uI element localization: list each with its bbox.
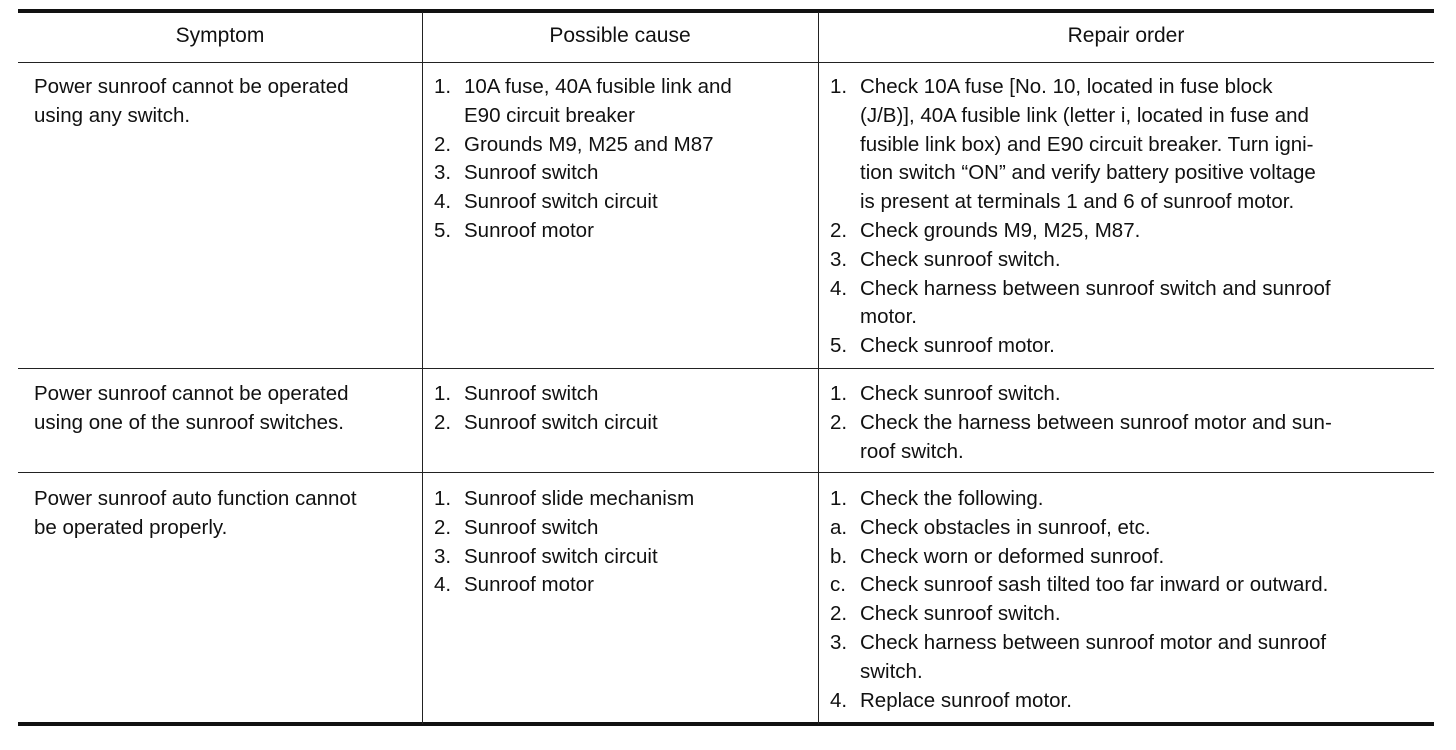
column-separator xyxy=(818,12,819,724)
symptom-line: using one of the sunroof switches. xyxy=(34,410,344,434)
header-symptom: Symptom xyxy=(175,24,265,47)
item-text-line: switch. xyxy=(860,659,923,683)
cause-list xyxy=(434,380,814,438)
symptom-line: Power sunroof cannot be operated xyxy=(34,382,349,405)
repair-step xyxy=(830,571,1430,600)
item-text-line: fusible link box) and E90 circuit breaker. Turn igni- xyxy=(860,132,1314,156)
repair-step xyxy=(830,687,1430,716)
item-marker: 1. xyxy=(830,75,848,98)
header-possible-cause: Possible cause xyxy=(549,24,691,47)
item-text-line: Check worn or deformed sunroof. xyxy=(860,544,1165,568)
repair-step xyxy=(830,543,1430,572)
symptom-line: Power sunroof cannot be operated xyxy=(34,75,349,98)
row-separator xyxy=(18,368,1434,369)
item-text-line: Sunroof switch xyxy=(464,382,599,405)
cause-item xyxy=(434,159,814,188)
item-text-line: Sunroof switch circuit xyxy=(464,410,658,434)
item-text-line: Check sunroof switch. xyxy=(860,602,1061,626)
cause-item xyxy=(434,217,814,246)
repair-step xyxy=(830,600,1430,629)
item-marker: 3. xyxy=(434,161,452,185)
cause-item xyxy=(434,73,814,131)
symptom-cell xyxy=(34,380,349,438)
symptom-line: Power sunroof auto function cannot xyxy=(34,487,357,510)
possible-cause-cell xyxy=(434,485,814,600)
top-rule xyxy=(18,9,1434,13)
bottom-rule xyxy=(18,722,1434,726)
possible-cause-cell xyxy=(434,73,814,246)
cause-list xyxy=(434,485,814,600)
cause-item xyxy=(434,131,814,160)
repair-step-list xyxy=(830,380,1430,466)
item-text-line: Sunroof motor xyxy=(464,573,594,597)
cause-item xyxy=(434,188,814,217)
cause-item xyxy=(434,543,814,572)
item-text-line: Sunroof switch circuit xyxy=(464,190,658,214)
item-text-line: Check obstacles in sunroof, etc. xyxy=(860,515,1151,539)
repair-step xyxy=(830,217,1430,246)
cause-item xyxy=(434,380,814,409)
item-text-line: Check sunroof switch. xyxy=(860,382,1061,405)
item-marker: 2. xyxy=(434,132,452,156)
repair-step xyxy=(830,380,1430,409)
repair-order-cell xyxy=(830,73,1430,361)
repair-step xyxy=(830,332,1430,361)
symptom-cell xyxy=(34,485,357,543)
item-marker: 4. xyxy=(434,573,452,597)
item-text-line: 10A fuse, 40A fusible link and xyxy=(464,75,732,98)
item-text-line: is present at terminals 1 and 6 of sunroof motor. xyxy=(860,190,1295,214)
item-text-line: roof switch. xyxy=(860,439,964,463)
item-marker: 2. xyxy=(434,515,452,539)
item-text-line: Sunroof switch circuit xyxy=(464,544,658,568)
header-separator xyxy=(18,62,1434,63)
item-marker: 3. xyxy=(830,630,848,654)
repair-step-list xyxy=(830,73,1430,361)
item-marker: 4. xyxy=(830,688,848,712)
symptom-line: using any switch. xyxy=(34,103,191,127)
item-marker: 4. xyxy=(434,190,452,214)
item-text-line: Check the harness between sunroof motor and sun- xyxy=(860,410,1332,434)
item-text-line: Check sunroof sash tilted too far inward or outward. xyxy=(860,573,1329,597)
item-marker: 2. xyxy=(434,410,452,434)
item-text-line: Sunroof switch xyxy=(464,161,599,185)
symptom-cell xyxy=(34,73,349,131)
item-marker: c. xyxy=(830,573,846,597)
header-repair-order: Repair order xyxy=(1067,24,1185,47)
item-text-line: Sunroof motor xyxy=(464,218,594,242)
repair-step xyxy=(830,275,1430,333)
item-marker: 1. xyxy=(830,382,848,405)
item-text-line: (J/B)], 40A fusible link (letter i, located in fuse and xyxy=(860,103,1309,127)
item-text-line: Check grounds M9, M25, M87. xyxy=(860,218,1141,242)
item-marker: 4. xyxy=(830,276,848,300)
item-marker: a. xyxy=(830,515,848,539)
item-marker: 5. xyxy=(830,334,848,358)
possible-cause-cell xyxy=(434,380,814,438)
item-marker: 2. xyxy=(830,410,848,434)
repair-step-list xyxy=(830,485,1430,715)
repair-step xyxy=(830,514,1430,543)
item-marker: 5. xyxy=(434,218,452,242)
item-text-line: Replace sunroof motor. xyxy=(860,688,1072,712)
item-marker: 1. xyxy=(434,487,452,510)
repair-step xyxy=(830,246,1430,275)
repair-step xyxy=(830,629,1430,687)
cause-item xyxy=(434,485,814,514)
cause-item xyxy=(434,409,814,438)
repair-step xyxy=(830,409,1430,467)
item-text-line: Check harness between sunroof motor and sunroof xyxy=(860,630,1327,654)
item-text-line: Sunroof slide mechanism xyxy=(464,487,695,510)
item-text-line: Grounds M9, M25 and M87 xyxy=(464,132,714,156)
repair-step xyxy=(830,73,1430,217)
item-text-line: Sunroof switch xyxy=(464,515,599,539)
item-marker: 1. xyxy=(830,487,848,510)
repair-order-cell xyxy=(830,485,1430,715)
item-text-line: motor. xyxy=(860,305,917,329)
item-marker: 3. xyxy=(434,544,452,568)
item-marker: 1. xyxy=(434,382,452,405)
item-text-line: Check the following. xyxy=(860,487,1044,510)
column-separator xyxy=(422,12,423,724)
cause-item xyxy=(434,514,814,543)
repair-order-cell xyxy=(830,380,1430,466)
symptom-line: be operated properly. xyxy=(34,515,228,539)
item-text-line: Check 10A fuse [No. 10, located in fuse block xyxy=(860,75,1273,98)
item-marker: b. xyxy=(830,544,848,568)
item-text-line: tion switch “ON” and verify battery positive voltage xyxy=(860,161,1316,185)
cause-list xyxy=(434,73,814,246)
item-marker: 1. xyxy=(434,75,452,98)
item-text-line: Check sunroof switch. xyxy=(860,247,1061,271)
cause-item xyxy=(434,571,814,600)
item-text-line: E90 circuit breaker xyxy=(464,103,635,127)
row-separator xyxy=(18,472,1434,473)
item-text-line: Check harness between sunroof switch and sunroof xyxy=(860,276,1331,300)
item-marker: 2. xyxy=(830,218,848,242)
item-marker: 2. xyxy=(830,602,848,626)
item-text-line: Check sunroof motor. xyxy=(860,334,1055,358)
repair-step xyxy=(830,485,1430,514)
item-marker: 3. xyxy=(830,247,848,271)
